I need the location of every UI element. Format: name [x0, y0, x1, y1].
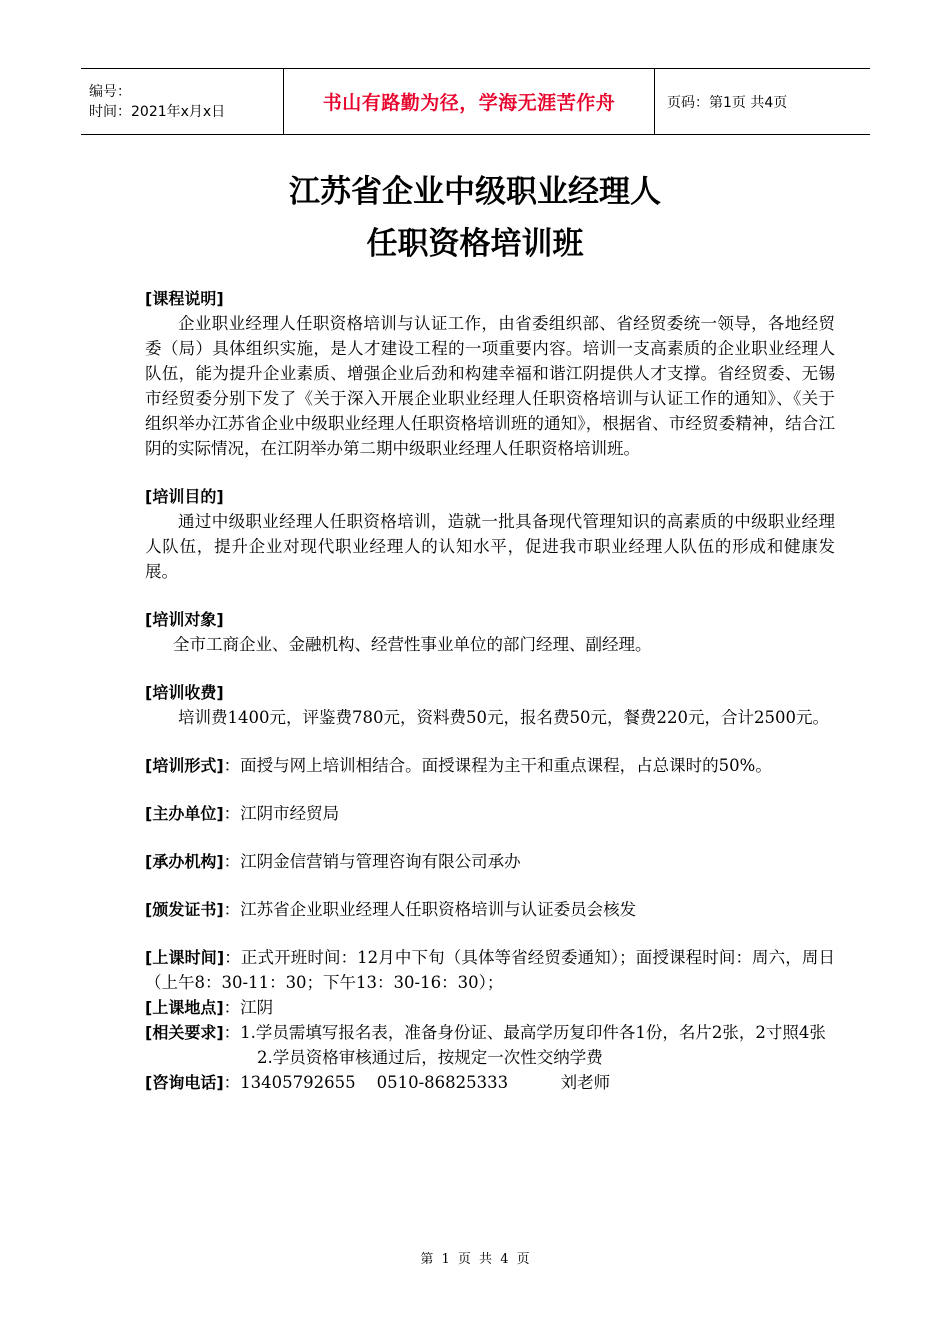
form-label: [培训形式] [145, 756, 224, 775]
form-text: ：面授与网上培训相结合。面授课程为主干和重点课程，占总课时的50%。 [223, 756, 772, 775]
page-code-text: 页码：第1页 共4页 [667, 94, 788, 111]
course-desc-text: 企业职业经理人任职资格培训与认证工作，由省委组织部、省经贸委统一领导，各地经贸委（局）具体组织实施，是人才建设工程的一项重要内容。培训一支高素质的企业职业经理人队伍，能为提升企业素质、增强企业后劲和构建幸福和谐江阴提供人才支撑。省经贸委、无锡市经贸委分别下发了《关于深入开展企业职业经理人任职资格培训与认证工作的通知》、《关于组织举办江苏省企业中级职业经理人任职资格培训班的通知》，根据省、市经贸委精神，结合江阴的实际情况，在江阴举办第二期中级职业经理人任职资格培训班。 [145, 314, 835, 458]
motto-text: 书山有路勤为径，学海无涯苦作舟 [322, 92, 616, 114]
purpose-label: [培训目的] [145, 487, 224, 506]
host-text: ：江阴市经贸局 [223, 804, 340, 823]
page-footer: 第 1 页 共 4 页 [420, 1252, 530, 1267]
document-date: 时间：2021年x月x日 [89, 103, 226, 120]
certificate-text: ：江苏省企业职业经理人任职资格培训与认证委员会核发 [223, 900, 637, 919]
header-motto-cell [283, 69, 655, 134]
certificate-label: [颁发证书] [145, 900, 224, 919]
requirements-label: [相关要求] [145, 1023, 224, 1042]
class-time-row [145, 945, 835, 995]
requirements-text-1: ：1.学员需填写报名表，准备身份证、最高学历复印件各1份，名片2张，2寸照4张 [223, 1023, 826, 1042]
contact-label: [咨询电话] [145, 1073, 224, 1092]
course-desc-label: [课程说明] [145, 289, 224, 308]
document-number: 编号： [89, 83, 131, 100]
title-line-2: 任职资格培训班 [366, 226, 584, 262]
host-row [145, 801, 835, 826]
location-text: ：江阴 [223, 998, 274, 1017]
organizer-label: [承办机构] [145, 852, 224, 871]
location-row [145, 995, 835, 1020]
contact-text: ：13405792655 0510-86825333 刘老师 [223, 1073, 611, 1092]
title-line-1: 江苏省企业中级职业经理人 [289, 174, 661, 210]
header-page-code [655, 69, 870, 134]
requirements-row [145, 1020, 835, 1045]
document-body [145, 286, 835, 1095]
purpose-text: 通过中级职业经理人任职资格培训，造就一批具备现代管理知识的高素质的中级职业经理人队伍，提升企业对现代职业经理人的认知水平，促进我市职业经理人队伍的形成和健康发展。 [145, 512, 835, 581]
class-time-text: ：正式开班时间：12月中下旬（具体等省经贸委通知）；面授课程时间：周六，周日（上午8：30-11：30；下午13：30-16：30）； [145, 948, 835, 992]
target-text: 全市工商企业、金融机构、经营性事业单位的部门经理、副经理。 [173, 635, 652, 654]
fees-text: 培训费1400元，评鉴费780元，资料费50元，报名费50元，餐费220元，合计2500元。 [178, 708, 829, 727]
target-label: [培训对象] [145, 610, 224, 629]
location-label: [上课地点] [145, 998, 224, 1017]
header-table [81, 68, 870, 135]
requirements-text-2: 2.学员资格审核通过后，按规定一次性交纳学费 [257, 1048, 603, 1067]
contact-row [145, 1070, 835, 1095]
fees-label: [培训收费] [145, 683, 224, 702]
organizer-row [145, 849, 835, 874]
organizer-text: ：江阴金信营销与管理咨询有限公司承办 [223, 852, 521, 871]
host-label: [主办单位] [145, 804, 224, 823]
form-row [145, 753, 835, 778]
header-meta [81, 69, 283, 134]
class-time-label: [上课时间] [145, 948, 225, 967]
certificate-row [145, 897, 835, 922]
